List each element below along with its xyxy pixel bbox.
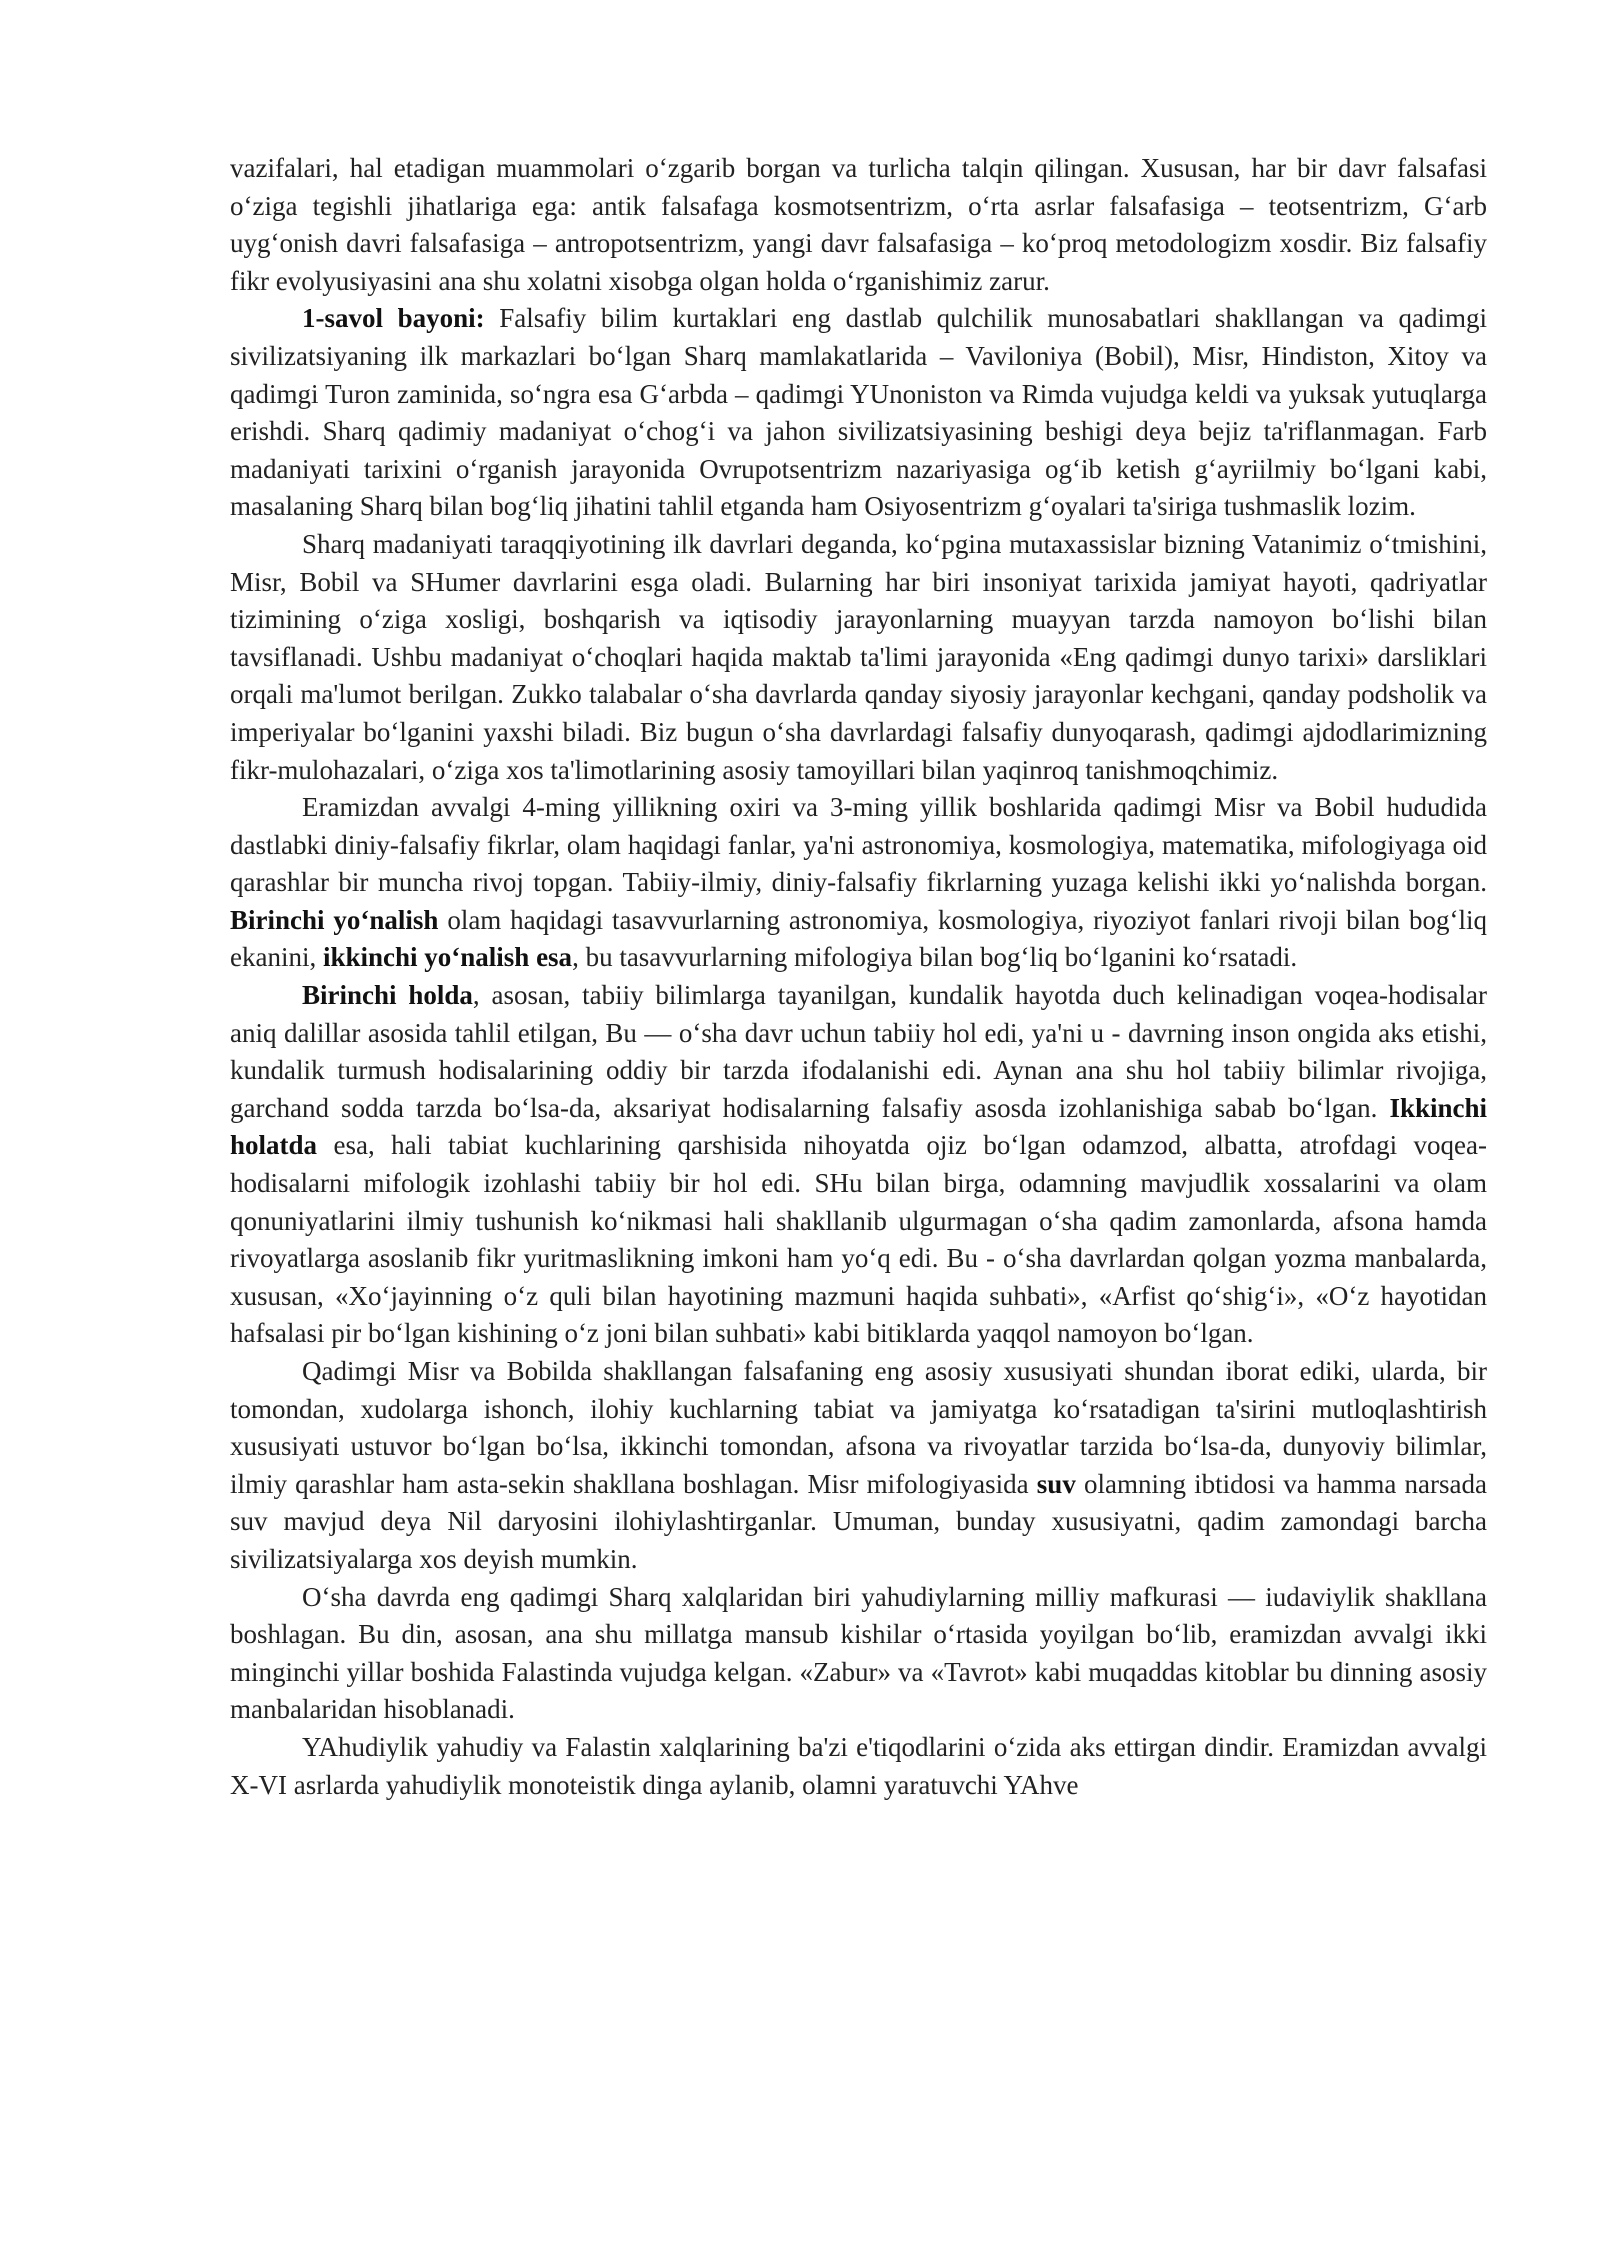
text-run: O‘sha davrda eng qadimgi Sharq xalqlaridan biri yahudiylarning milliy mafkurasi — iudaviylik shakllana boshlagan. Bu din, asosan, ana shu millatga mansub kishilar o‘rtasida yoyilgan bo‘lib, eramizdan avvalgi ikki minginchi yillar boshida Falastinda vujudga kelgan. «Zabur» va «Tavrot» kabi muqaddas kitoblar bu dinning asosiy manbalaridan hisoblanadi. xyxy=(230,1581,1487,1725)
text-run: Eramizdan avvalgi 4-ming yillikning oxiri va 3-ming yillik boshlarida qadimgi Misr va Bobil hududida dastlabki diniy-falsafiy fikrlar, olam haqidagi fanlar, ya'ni astronomiya, kosmologiya, matematika, mifologiyaga oid qarashlar bir muncha rivoj topgan. Tabiiy-ilmiy, diniy-falsafiy fikrlarning yuzaga kelishi ikki yo‘nalishda borgan. xyxy=(230,792,1487,898)
body-paragraph xyxy=(230,150,1487,300)
text-run: olamning ibtidosi va hamma narsada suv mavjud deya Nil daryosini ilohiylashtirganlar. Umuman, bunday xususiyatni, qadim zamondagi barcha sivilizatsiyalarga xos deyish mumkin. xyxy=(230,1468,1487,1574)
body-paragraph xyxy=(230,300,1487,526)
bold-phrase: Ikkinchi holatda xyxy=(230,1092,1487,1161)
body-paragraph xyxy=(230,1729,1487,1804)
body-paragraph xyxy=(230,1353,1487,1579)
bold-phrase: Birinchi holda xyxy=(302,980,473,1011)
bold-phrase: suv xyxy=(1036,1468,1076,1499)
text-run: , bu tasavvurlarning mifologiya bilan bog‘liq bo‘lganini ko‘rsatadi. xyxy=(572,942,1298,973)
body-paragraph xyxy=(230,977,1487,1353)
text-run: Qadimgi Misr va Bobilda shakllangan falsafaning eng asosiy xususiyati shundan iborat ediki, ularda, bir tomondan, xudolarga ishonch, ilohiy kuchlarning tabiat va jamiyatga ko‘rsatadigan ta'sirini mutloqlashtirish xususiyati ustuvor bo‘lgan bo‘lsa, ikkinchi tomondan, afsona va rivoyatlar tarzida bo‘lsa-da, dunyoviy bilimlar, ilmiy qarashlar ham asta-sekin shakllana boshlagan. Misr mifologiyasida xyxy=(230,1356,1487,1499)
body-paragraph xyxy=(230,526,1487,789)
bold-phrase: Birinchi yo‘nalish xyxy=(230,904,439,935)
body-paragraph xyxy=(230,789,1487,977)
bold-phrase: 1-savol bayoni: xyxy=(302,303,485,334)
body-paragraph xyxy=(230,1579,1487,1729)
text-run: esa, hali tabiat kuchlarining qarshisida nihoyatda ojiz bo‘lgan odamzod, albatta, atrofdagi voqea-hodisalarni mifologik izohlashi tabiiy bir hol edi. SHu bilan birga, odamning mavjudlik xossalarini va olam qonuniyatlarini ilmiy tushunish ko‘nikmasi hali shakllanib ulgurmagan o‘sha qadim zamonlarda, afsona hamda rivoyatlarga asoslanib fikr yuritmaslikning imkoni ham yo‘q edi. Bu - o‘sha davrlardan qolgan yozma manbalarda, xususan, «Xo‘jayinning o‘z quli bilan hayotining mazmuni haqida suhbati», «Arfist qo‘shig‘i», «O‘z hayotidan hafsalasi pir bo‘lgan kishining o‘z joni bilan suhbati» kabi bitiklarda yaqqol namoyon bo‘lgan. xyxy=(230,1130,1487,1349)
text-run: Sharq madaniyati taraqqiyotining ilk davrlari deganda, ko‘pgina mutaxassislar bizning Vatanimiz o‘tmishini, Misr, Bobil va SHumer davrlarini esga oladi. Bularning har biri insoniyat tarixida jamiyat hayoti, qadriyatlar tizimining o‘ziga xosligi, boshqarish va iqtisodiy jarayonlarning muayyan tarzda namoyon bo‘lishi bilan tavsiflanadi. Ushbu madaniyat o‘choqlari haqida maktab ta'limi jarayonida «Eng qadimgi dunyo tarixi» darsliklari orqali ma'lumot berilgan. Zukko talabalar o‘sha davrlarda qanday siyosiy jarayonlar kechgani, qanday podsholik va imperiyalar bo‘lganini yaxshi biladi. Biz bugun o‘sha davrlardagi falsafiy dunyoqarash, qadimgi ajdodlarimizning fikr-mulohazalari, o‘ziga xos ta'limotlarining asosiy tamoyillari bilan yaqinroq tanishmoqchimiz. xyxy=(230,528,1487,785)
bold-phrase: ikkinchi yo‘nalish esa xyxy=(322,942,573,973)
text-run: olam haqidagi tasavvurlarning astronomiya, kosmologiya, riyoziyot fanlari rivoji bilan bog‘liq ekanini, xyxy=(230,904,1488,973)
text-run: Falsafiy bilim kurtaklari eng dastlab qulchilik munosabatlari shakllangan va qadimgi sivilizatsiyaning ilk markazlari bo‘lgan Sharq mamlakatlarida – Vaviloniya (Bobil), Misr, Hindiston, Xitoy va qadimgi Turon zaminida, so‘ngra esa G‘arbda – qadimgi YUnoniston va Rimda vujudga keldi va yuksak yutuqlarga erishdi. Sharq qadimiy madaniyat o‘chog‘i va jahon sivilizatsiyasining beshigi deya bejiz ta'riflanmagan. Farb madaniyati tarixini o‘rganish jarayonida Ovrupotsentrizm nazariyasiga og‘ib ketish g‘ayriilmiy bo‘lgani kabi, masalaning Sharq bilan bog‘liq jihatini tahlil etganda ham Osiyosentrizm g‘oyalari ta'siriga tushmaslik lozim. xyxy=(230,303,1487,522)
text-run: YAhudiylik yahudiy va Falastin xalqlarining ba'zi e'tiqodlarini o‘zida aks ettirgan dindir. Eramizdan avvalgi X-VI asrlarda yahudiylik monoteistik dinga aylanib, olamni yaratuvchi YAhve xyxy=(230,1731,1487,1800)
text-run: vazifalari, hal etadigan muammolari o‘zgarib borgan va turlicha talqin qilingan. Xususan, har bir davr falsafasi o‘ziga tegishli jihatlariga ega: antik falsafaga kosmotsentrizm, o‘rta asrlar falsafasiga – teotsentrizm, G‘arb uyg‘onish davri falsafasiga – antropotsentrizm, yangi davr falsafasiga – ko‘proq metodologizm xosdir. Biz falsafiy fikr evolyusiyasini ana shu xolatni xisobga olgan holda o‘rganishimiz zarur. xyxy=(230,153,1487,296)
text-run: , asosan, tabiiy bilimlarga tayanilgan, kundalik hayotda duch kelinadigan voqea-hodisalar aniq dalillar asosida tahlil etilgan, Bu — o‘sha davr uchun tabiiy hol edi, ya'ni u - davrning inson ongida aks etishi, kundalik turmush hodisalarining oddiy bir tarzda ifodalanishi edi. Aynan ana shu hol tabiiy bilimlar rivojiga, garchand sodda tarzda bo‘lsa-da, aksariyat hodisalarning falsafiy asosda izohlanishiga sabab bo‘lgan. xyxy=(230,980,1488,1123)
